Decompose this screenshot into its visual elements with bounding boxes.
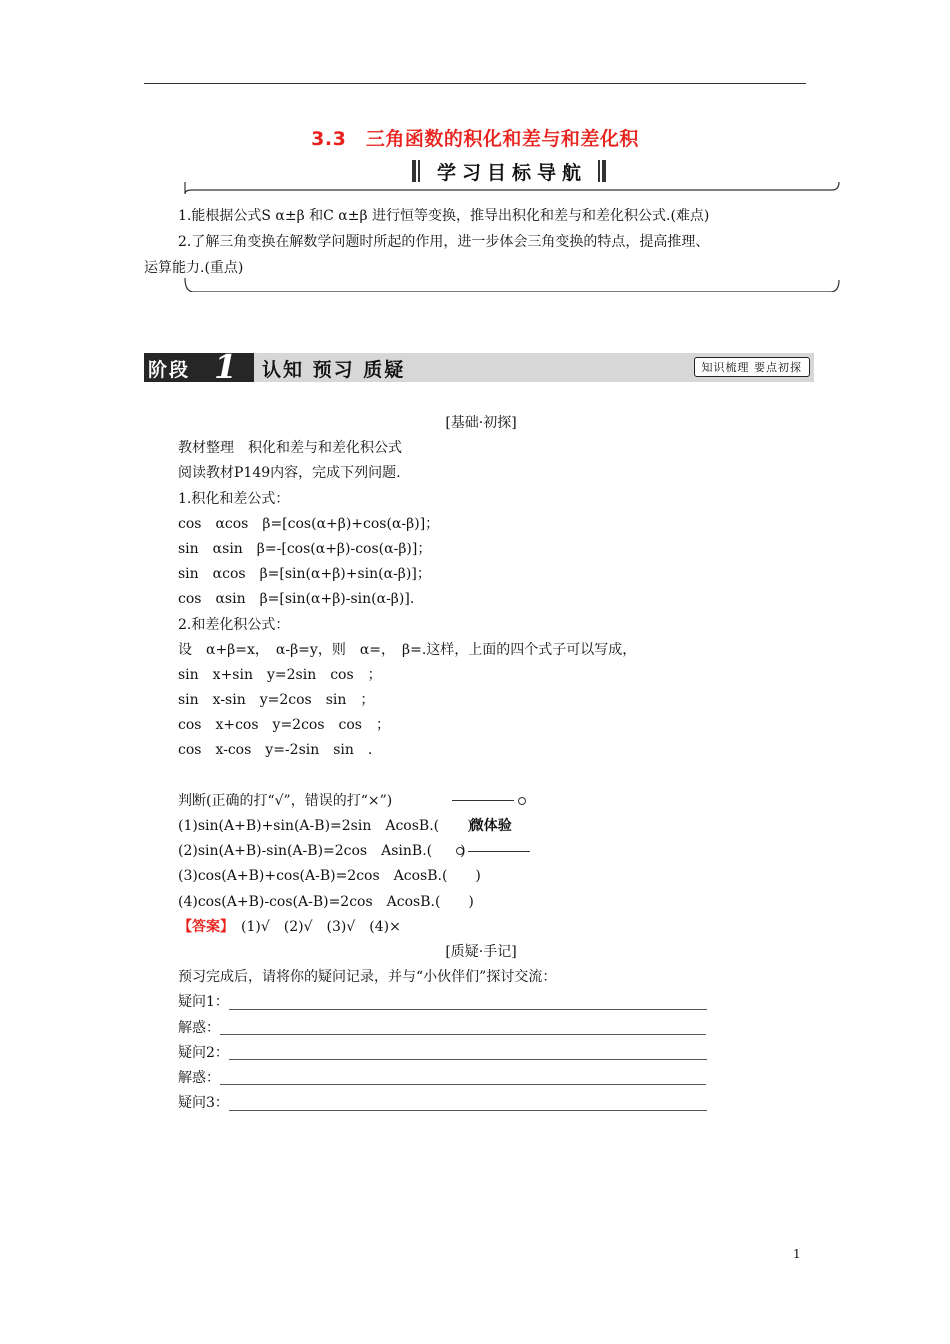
- answer-line-2: [178, 1066, 818, 1091]
- sum-formula: sin x+sin y=2sin cos ；: [178, 666, 382, 683]
- goal-item: 1.能根据公式S α±β 和C α±β 进行恒等变换，推导出积化和差与和差化积公式.(难点): [178, 208, 710, 224]
- answer-blank[interactable]: [229, 1096, 707, 1111]
- product-formula-heading: 1.积化和差公式：: [178, 490, 290, 507]
- page-number: 1: [793, 1247, 801, 1261]
- product-formula: cos αsin β=[sin(α+β)-sin(α-β)].: [178, 591, 415, 608]
- stage-subtitle: 知识梳理 要点初探: [694, 357, 811, 377]
- question-label: 疑问3：: [178, 1095, 229, 1112]
- goal-item: 2.了解三角变换在解数学问题时所起的作用，进一步体会三角变换的特点，提高推理、: [178, 234, 710, 250]
- divider-dot: [518, 797, 526, 805]
- answer-blank[interactable]: [229, 1045, 707, 1060]
- micro-heading-text: 微体验: [469, 818, 512, 835]
- answer-text: (1)√ (2)√ (3)√ (4)×: [227, 918, 401, 935]
- stage-number: 1: [214, 347, 237, 386]
- judgement-item: (1)sin(A+B)+sin(A-B)=2sin AcosB.( ): [178, 818, 473, 834]
- product-formula: sin αcos β=[sin(α+β)+sin(α-β)]；: [178, 566, 431, 583]
- question-line-3: [178, 1091, 818, 1116]
- answer-label: 【答案】: [178, 918, 227, 935]
- read-prompt: 阅读教材P149内容，完成下列问题.: [178, 465, 401, 482]
- header-rule: [144, 83, 806, 84]
- notes-heading: [质疑·手记]: [445, 943, 517, 960]
- notes-prompt: 预习完成后，请将你的疑问记录，并与“小伙伴们”探讨交流：: [178, 969, 557, 986]
- goals-list: [144, 203, 824, 281]
- goal-item: 运算能力.(重点): [144, 260, 244, 276]
- question-line-1: [178, 990, 818, 1015]
- sum-formula-intro: 设 α+β=x， α-β=y，则 α=， β=.这样，上面的四个式子可以写成，: [178, 641, 637, 658]
- answer-label: 解惑：: [178, 1069, 220, 1086]
- stage-title: 认知 预习 质疑: [262, 359, 406, 381]
- product-formula: cos αcos β=[cos(α+β)+cos(α-β)]；: [178, 515, 440, 532]
- answer-line-1: [178, 1016, 818, 1041]
- judgement-item: (4)cos(A+B)-cos(A-B)=2cos AcosB.( ): [178, 893, 474, 910]
- page-title: 3.3 三角函数的积化和差与和差化积: [311, 128, 639, 150]
- question-label: 疑问2：: [178, 1044, 229, 1061]
- stage-banner: [144, 347, 814, 386]
- judgement-item: (2)sin(A+B)-sin(A-B)=2cos AsinB.( ): [178, 843, 466, 860]
- answer-blank[interactable]: [229, 995, 707, 1010]
- goals-heading: 学习目标导航: [436, 162, 587, 184]
- sum-formula: sin x-sin y=2cos sin ；: [178, 692, 375, 709]
- material-title: 教材整理 积化和差与和差化积公式: [178, 440, 402, 457]
- micro-prompt: 判断(正确的打“√”，错误的打“×”): [178, 792, 393, 809]
- answer-line: [178, 915, 818, 940]
- judgement-item: (3)cos(A+B)+cos(A-B)=2cos AcosB.( ): [178, 868, 481, 885]
- sum-formula: cos x-cos y=-2sin sin .: [178, 742, 373, 759]
- question-line-2: [178, 1041, 818, 1066]
- question-label: 疑问1：: [178, 994, 229, 1011]
- sum-formula-heading: 2.和差化积公式：: [178, 616, 290, 633]
- sum-formula: cos x+cos y=2cos cos ；: [178, 717, 390, 734]
- product-formula: sin αsin β=-[cos(α+β)-cos(α-β)]；: [178, 540, 432, 557]
- answer-label: 解惑：: [178, 1019, 220, 1036]
- stage-label: 阶段: [148, 359, 191, 381]
- answer-blank[interactable]: [220, 1020, 706, 1035]
- basics-heading: [基础·初探]: [445, 415, 517, 431]
- divider-line: [468, 851, 530, 852]
- main-content: [178, 411, 818, 1116]
- divider-line: [452, 800, 514, 801]
- answer-blank[interactable]: [220, 1070, 706, 1085]
